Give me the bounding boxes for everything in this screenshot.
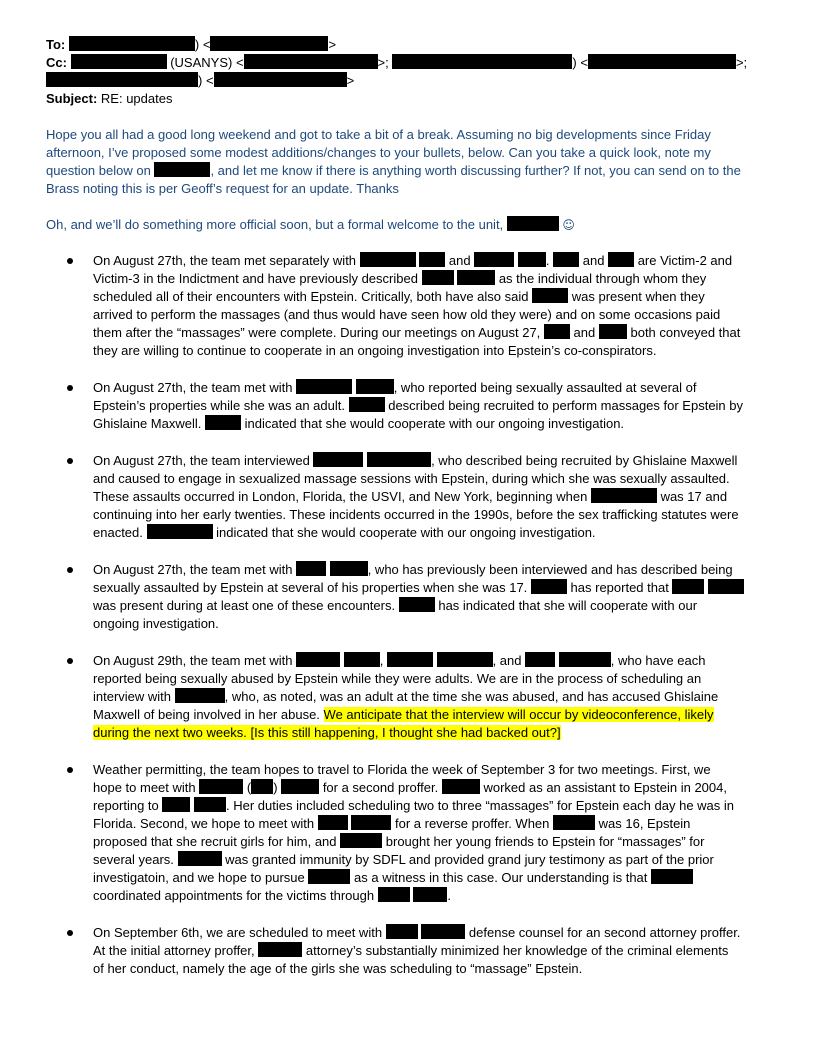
text-segment: enacted. bbox=[93, 525, 143, 540]
text-segment: . bbox=[545, 253, 550, 268]
gt: > bbox=[328, 37, 337, 52]
bullet-line bbox=[93, 597, 776, 615]
redaction bbox=[244, 54, 378, 69]
bullet-dot-icon bbox=[67, 761, 75, 779]
cc-label: Cc: bbox=[46, 55, 67, 70]
redaction bbox=[474, 252, 514, 267]
email-header bbox=[46, 36, 776, 108]
redaction bbox=[154, 162, 210, 177]
bullet-line bbox=[93, 833, 776, 851]
bullet-line bbox=[93, 270, 776, 288]
bullet-item bbox=[46, 652, 776, 742]
bullet-item bbox=[46, 379, 776, 433]
redaction bbox=[413, 887, 447, 902]
redaction bbox=[386, 924, 418, 939]
redaction bbox=[308, 869, 350, 884]
text-segment: for a reverse proffer. When bbox=[395, 816, 550, 831]
text-segment: At the initial attorney proffer, bbox=[93, 943, 255, 958]
bullet-line bbox=[93, 887, 776, 905]
text-segment: has reported that bbox=[570, 580, 669, 595]
text-segment: , and bbox=[492, 653, 522, 668]
text-segment: , who reported being sexually assaulted at several of bbox=[393, 380, 697, 395]
cc-line bbox=[46, 54, 776, 72]
text-segment: , who described being recruited by Ghislaine Maxwell bbox=[431, 453, 738, 468]
text-segment: was 16, Epstein bbox=[598, 816, 691, 831]
text-segment: indicated that she would cooperate with our ongoing investigation. bbox=[244, 416, 625, 431]
text-segment: , who has previously been interviewed and has described being bbox=[367, 562, 733, 577]
text-segment: brought her young friends to Epstein for “massages” for bbox=[385, 834, 705, 849]
redaction bbox=[708, 579, 744, 594]
welcome-line bbox=[46, 216, 776, 234]
bullet-item bbox=[46, 924, 776, 978]
bullet-item bbox=[46, 761, 776, 905]
bullet-dot-icon bbox=[67, 652, 75, 670]
redaction bbox=[419, 252, 445, 267]
lt: < bbox=[580, 55, 588, 70]
bullet-line bbox=[93, 379, 776, 397]
bullet-line bbox=[93, 724, 776, 742]
redaction bbox=[210, 36, 328, 51]
bullet-line bbox=[93, 779, 776, 797]
bullet-line bbox=[93, 397, 776, 415]
redaction bbox=[344, 652, 380, 667]
text-segment: for a second proffer. bbox=[322, 780, 439, 795]
intro-line: Hope you all had a good long weekend and got to take a bit of a break. Assuming no big developments since Friday bbox=[46, 127, 711, 142]
text-segment: defense counsel for an second attorney proffer. bbox=[468, 925, 741, 940]
redaction bbox=[387, 652, 433, 667]
redaction bbox=[205, 415, 241, 430]
text-segment: was present during at least one of these encounters. bbox=[93, 598, 396, 613]
redaction bbox=[507, 216, 559, 231]
bullet-line bbox=[93, 706, 776, 724]
to-line bbox=[46, 36, 776, 54]
text-segment: Florida. Second, we hope to meet with bbox=[93, 816, 315, 831]
bullet-dot-icon bbox=[67, 924, 75, 942]
redaction bbox=[532, 288, 568, 303]
bullet-line bbox=[93, 797, 776, 815]
text-segment: arrived to perform the massages (and thus would have seen how old they were) and on some occasions paid bbox=[93, 307, 721, 322]
redaction bbox=[559, 652, 611, 667]
text-segment: On August 29th, the team met with bbox=[93, 653, 293, 668]
text-segment: , who, as noted, was an adult at the time she was abused, and has accused Ghislaine bbox=[224, 689, 719, 704]
text-segment: as a witness in this case. Our understanding is that bbox=[354, 870, 648, 885]
gt-semi: >; bbox=[377, 55, 389, 70]
bullet-item bbox=[46, 452, 776, 542]
bullet-dot-icon bbox=[67, 561, 75, 579]
redaction bbox=[199, 779, 243, 794]
welcome-text: Oh, and we’ll do something more official soon, but a formal welcome to the unit, bbox=[46, 217, 504, 232]
gt: > bbox=[346, 73, 355, 88]
redaction bbox=[194, 797, 226, 812]
redaction bbox=[421, 924, 465, 939]
text-segment: hope to meet with bbox=[93, 780, 196, 795]
bullet-line bbox=[93, 288, 776, 306]
redaction bbox=[296, 652, 340, 667]
text-segment: attorney’s substantially minimized her knowledge of the criminal elements bbox=[305, 943, 729, 958]
redaction bbox=[378, 887, 410, 902]
lt: < bbox=[202, 37, 211, 52]
bullet-line bbox=[93, 579, 776, 597]
text-segment: scheduled all of their encounters with Epstein. Critically, both have also said bbox=[93, 289, 529, 304]
text-segment: ongoing investigation. bbox=[93, 616, 219, 631]
to-label: To: bbox=[46, 37, 66, 52]
redaction bbox=[608, 252, 634, 267]
text-segment: , who have each bbox=[610, 653, 706, 668]
highlighted-text: We anticipate that the interview will occur by videoconference, likely bbox=[323, 707, 714, 722]
redaction bbox=[457, 270, 495, 285]
text-segment: and bbox=[448, 253, 471, 268]
text-segment: These assaults occurred in London, Florida, the USVI, and New York, beginning when bbox=[93, 489, 588, 504]
text-segment: coordinated appointments for the victims through bbox=[93, 888, 375, 903]
lt: < bbox=[235, 55, 244, 70]
redaction bbox=[588, 54, 736, 69]
text-segment: On August 27th, the team met with bbox=[93, 562, 293, 577]
bullet-line bbox=[93, 942, 776, 960]
redaction bbox=[214, 72, 347, 87]
bullet-line bbox=[93, 324, 776, 342]
paren: ) bbox=[572, 55, 577, 70]
bullet-dot-icon bbox=[67, 379, 75, 397]
gt-semi: >; bbox=[735, 55, 748, 70]
intro-paragraph bbox=[46, 126, 776, 234]
text-segment: Maxwell of being involved in her abuse. bbox=[93, 707, 320, 722]
redaction bbox=[399, 597, 435, 612]
redaction bbox=[162, 797, 190, 812]
redaction bbox=[525, 652, 555, 667]
redaction bbox=[340, 833, 382, 848]
subject-line bbox=[46, 90, 776, 108]
bullet-line bbox=[93, 869, 776, 887]
text-segment: investigatoin, and we hope to pursue bbox=[93, 870, 305, 885]
redaction bbox=[360, 252, 416, 267]
bullet-dot-icon bbox=[67, 252, 75, 270]
bullet-line bbox=[93, 561, 776, 579]
redaction bbox=[553, 252, 579, 267]
redaction bbox=[351, 815, 391, 830]
bullet-line bbox=[93, 851, 776, 869]
text-segment: . Her duties included scheduling two to three “massages” for Epstein each day he was in bbox=[226, 798, 735, 813]
redaction bbox=[251, 779, 273, 794]
text-segment: Epstein’s properties while she was an adult. bbox=[93, 398, 345, 413]
smiley-icon: ☺ bbox=[562, 218, 575, 232]
redaction bbox=[367, 452, 431, 467]
redaction bbox=[178, 851, 222, 866]
text-segment: ( bbox=[246, 780, 252, 795]
text-segment: reporting to bbox=[93, 798, 159, 813]
redaction bbox=[599, 324, 627, 339]
text-segment: was granted immunity by SDFL and provided grand jury testimony as part of the prior bbox=[225, 852, 714, 867]
redaction bbox=[392, 54, 572, 69]
text-segment: was present when they bbox=[571, 289, 705, 304]
text-segment: On August 27th, the team interviewed bbox=[93, 453, 310, 468]
text-segment: are Victim-2 and bbox=[637, 253, 733, 268]
redaction bbox=[553, 815, 595, 830]
redaction bbox=[531, 579, 567, 594]
bullet-line bbox=[93, 924, 776, 942]
redaction bbox=[296, 379, 352, 394]
redaction bbox=[349, 397, 385, 412]
text-segment: was 17 and bbox=[660, 489, 728, 504]
bullet-line bbox=[93, 252, 776, 270]
text-segment: as the individual through whom they bbox=[498, 271, 707, 286]
text-segment: ) bbox=[273, 780, 278, 795]
redaction bbox=[281, 779, 319, 794]
redaction bbox=[442, 779, 480, 794]
text-segment: indicated that she would cooperate with our ongoing investigation. bbox=[216, 525, 596, 540]
text-segment: Victim-3 in the Indictment and have previously described bbox=[93, 271, 418, 286]
text-segment: Ghislaine Maxwell. bbox=[93, 416, 202, 431]
redaction bbox=[651, 869, 693, 884]
redaction bbox=[296, 561, 326, 576]
text-segment: On August 27th, the team met with bbox=[93, 380, 293, 395]
text-segment: several years. bbox=[93, 852, 174, 867]
bullet-item bbox=[46, 252, 776, 360]
intro-line: Brass noting this is per Geoff’s request for an update. Thanks bbox=[46, 181, 399, 196]
text-segment: , bbox=[379, 653, 384, 668]
text-segment: they are willing to continue to cooperate in an ongoing investigation into Epstein’s co-conspirators. bbox=[93, 343, 657, 358]
text-segment: On September 6th, we are scheduled to meet with bbox=[93, 925, 383, 940]
intro-text: question below on bbox=[46, 163, 151, 178]
text-segment: . bbox=[447, 888, 451, 903]
redaction bbox=[422, 270, 454, 285]
redaction bbox=[672, 579, 704, 594]
text-segment: them after the “massages” were complete. During our meetings on August 27, bbox=[93, 325, 541, 340]
text-segment: described being recruited to perform massages for Epstein by bbox=[388, 398, 744, 413]
redaction bbox=[175, 688, 225, 703]
redaction bbox=[318, 815, 348, 830]
text-segment: and bbox=[573, 325, 596, 340]
redaction bbox=[518, 252, 546, 267]
redaction bbox=[313, 452, 363, 467]
text-segment: and bbox=[582, 253, 605, 268]
bullet-line bbox=[93, 652, 776, 670]
redaction bbox=[147, 524, 213, 539]
text-segment: and caused to engage in sexualized massage sessions with Epstein, during which she was sexually assaulted. bbox=[93, 471, 730, 486]
text-segment: Weather permitting, the team hopes to travel to Florida the week of September 3 for two meetings. First, we bbox=[93, 762, 711, 777]
bullet-line bbox=[93, 688, 776, 706]
redaction bbox=[330, 561, 368, 576]
text-segment: reported being sexually abused by Epstein while they were adults. We are in the process of scheduling an bbox=[93, 671, 702, 686]
paren: ) bbox=[198, 73, 203, 88]
bullet-line bbox=[93, 415, 776, 433]
redaction bbox=[46, 72, 198, 87]
paren: ) bbox=[194, 37, 200, 52]
subject-text: RE: updates bbox=[100, 91, 173, 106]
email-document bbox=[46, 36, 776, 978]
text-segment: both conveyed that bbox=[630, 325, 741, 340]
text-segment: proposed that she recruit girls for him, and bbox=[93, 834, 337, 849]
redaction bbox=[71, 54, 167, 69]
redaction bbox=[258, 942, 302, 957]
cc-org: (USANYS) bbox=[170, 55, 233, 70]
lt: < bbox=[205, 73, 214, 88]
text-segment: sexually assaulted by Epstein at several of his properties when she was 17. bbox=[93, 580, 528, 595]
subject-label: Subject: bbox=[46, 91, 98, 106]
intro-line bbox=[46, 162, 776, 180]
redaction bbox=[591, 488, 657, 503]
text-segment: worked as an assistant to Epstein in 2004, bbox=[483, 780, 727, 795]
text-segment: has indicated that she will cooperate with our bbox=[438, 598, 698, 613]
redaction bbox=[437, 652, 493, 667]
bullet-item bbox=[46, 561, 776, 633]
redaction bbox=[544, 324, 570, 339]
highlighted-text: during the next two weeks. [Is this still happening, I thought she had backed out?] bbox=[93, 725, 561, 740]
bullet-line bbox=[93, 452, 776, 470]
redaction bbox=[69, 36, 195, 51]
bullet-dot-icon bbox=[67, 452, 75, 470]
intro-text: , and let me know if there is anything worth discussing further? If not, you can send on to the bbox=[210, 163, 741, 178]
bullet-line bbox=[93, 488, 776, 506]
text-segment: interview with bbox=[93, 689, 172, 704]
intro-line: afternoon, I’ve proposed some modest additions/changes to your bullets, below. Can you take a quick look, note my bbox=[46, 145, 711, 160]
bullet-line bbox=[93, 815, 776, 833]
redaction bbox=[356, 379, 394, 394]
text-segment: continuing into her early twenties. These incidents occurred in the 1990s, before the sex trafficking statutes were bbox=[93, 507, 739, 522]
text-segment: of her conduct, namely the age of the girls she was scheduling to “massage” Epstein. bbox=[93, 961, 583, 976]
text-segment: On August 27th, the team met separately with bbox=[93, 253, 357, 268]
bullet-line bbox=[93, 524, 776, 542]
cc-line-2 bbox=[46, 72, 776, 90]
